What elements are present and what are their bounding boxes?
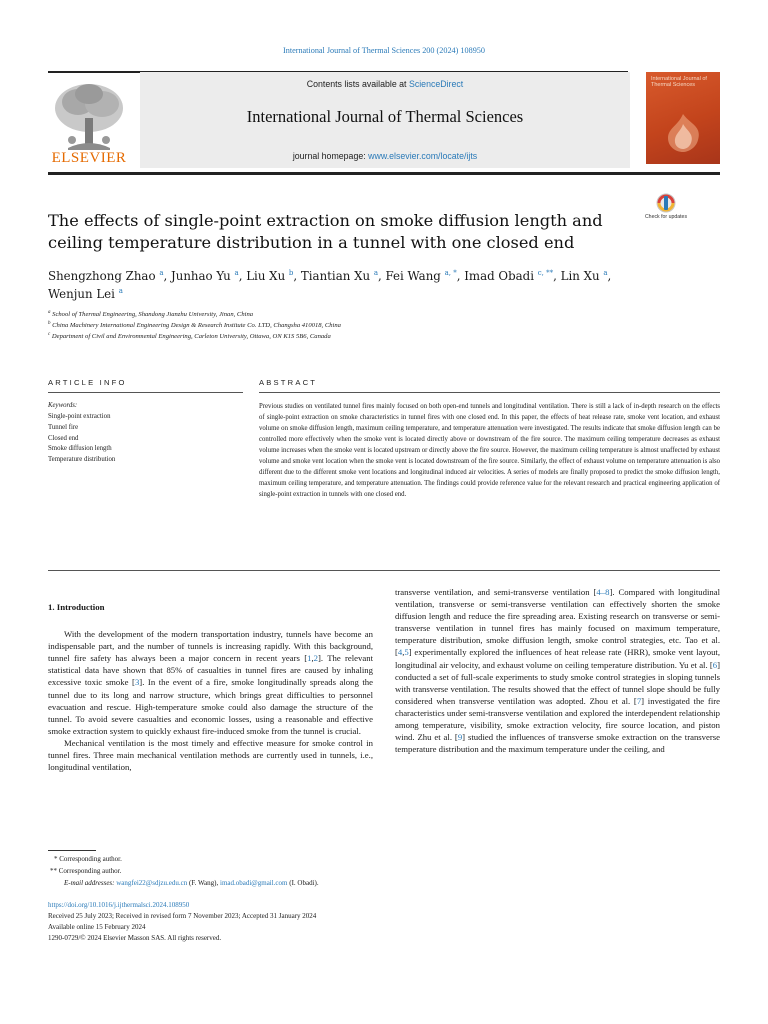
homepage-prefix: journal homepage: xyxy=(292,151,369,161)
body-paragraph xyxy=(48,628,373,737)
masthead-bottom-rule xyxy=(48,172,720,175)
author-affiliation-marker[interactable]: a xyxy=(234,269,239,278)
author-name[interactable]: Wenjun Lei xyxy=(48,286,115,301)
citation-link[interactable]: 6 xyxy=(712,659,718,670)
keyword-item: Single-point extraction xyxy=(48,413,111,420)
paragraph-text: transverse ventilation, and semi-transverse ventilation [ xyxy=(395,587,597,597)
affiliation-marker: a xyxy=(48,309,51,315)
journal-homepage xyxy=(140,151,630,161)
author-name[interactable]: Shengzhong Zhao xyxy=(48,269,156,283)
paragraph-text: , xyxy=(402,647,405,658)
affiliation-marker: c xyxy=(48,331,51,337)
article-title: The effects of single-point extraction on smoke diffusion length and ceiling temperature distribution in a tunnel with one closed end xyxy=(48,211,603,252)
affiliation-text: Department of Civil and Environmental Engineering, Carleton University, Ottawa, ON K1S 5B6, Canada xyxy=(50,332,331,340)
keywords-list xyxy=(48,412,238,466)
paragraph-text: ] experimentally explored the influences of heat release rate (HRR), smoke vent layout, longitudinal air velocity, and exhaust volume on ceiling temperature distribution. Yu et al. [ xyxy=(395,647,720,670)
paragraph-text: With the development of the modern transportation industry, tunnels have become an indispensable part, and the number of tunnels is increasing rapidly. With this background, tunnel fire safety has always been a major concern in recent years [ xyxy=(48,629,373,664)
keyword-item: Temperature distribution xyxy=(48,456,116,464)
body-left-column xyxy=(48,601,373,773)
affiliation-text: China Machinery International Engineering Design & Research Institute Co. LTD, Changsha 410018, China xyxy=(50,321,341,329)
keyword-item: Smoke diffusion length xyxy=(48,445,112,453)
author-name[interactable]: Tiantian Xu xyxy=(300,269,371,283)
author-separator: , xyxy=(378,269,386,283)
cover-title: International Journal of Thermal Sciences xyxy=(651,76,707,89)
citation-link[interactable]: 9 xyxy=(457,732,463,743)
elsevier-wordmark: ELSEVIER xyxy=(51,150,127,166)
affiliation-list xyxy=(48,310,648,342)
journal-cover-image[interactable] xyxy=(646,72,720,164)
keyword-item: Closed end xyxy=(48,434,79,442)
author-affiliation-marker[interactable]: a xyxy=(373,269,379,278)
footnote-rule xyxy=(48,850,96,851)
publication-info xyxy=(48,900,720,944)
affiliation-text: School of Thermal Engineering, Shandong Jianzhu University, Jinan, China xyxy=(50,311,254,318)
homepage-link[interactable]: www.elsevier.com/locate/ijts xyxy=(368,151,478,161)
author-affiliation-marker[interactable]: a xyxy=(603,269,608,278)
keywords-label: Keywords: xyxy=(48,402,78,409)
corresponding-author-note: ** Corresponding author. xyxy=(50,867,122,876)
author-name[interactable]: Junhao Yu xyxy=(171,269,231,283)
affiliation-item xyxy=(48,310,648,321)
paragraph-text: ] studied the influences of transverse smoke extraction on the transverse temperature distribution and the maximum temperature under the ceiling, and xyxy=(395,732,720,755)
paragraph-text: ]. The relevant statistical data have shown that 85% of casualties in tunnel fires are caused by inhaling excessive toxic smoke [ xyxy=(48,653,373,688)
contents-prefix: Contents lists available at xyxy=(306,79,409,89)
affiliation-item xyxy=(48,321,648,332)
paragraph-text: ] conducted a set of full-scale experiments to study smoke control strategies in sloping tunnels with transverse ventilation. The results showed that the effect of tunnel slope should be fully considered when transverse ventilation was adopted. Zhou et al. [ xyxy=(395,659,720,706)
sciencedirect-link[interactable]: ScienceDirect xyxy=(408,79,464,89)
footnotes xyxy=(48,853,720,890)
author-list xyxy=(48,268,638,303)
author-name[interactable]: Fei Wang xyxy=(385,269,441,283)
affiliation-item xyxy=(48,332,648,343)
abstract-heading: ABSTRACT xyxy=(259,378,318,387)
author-affiliation-marker[interactable]: c, ** xyxy=(537,269,554,278)
citation-link[interactable]: 7 xyxy=(636,695,642,706)
received-dates: Received 25 July 2023; Received in revised form 7 November 2023; Accepted 31 January 2024 xyxy=(48,911,317,920)
cover-flame-graphic xyxy=(658,112,708,154)
author-affiliation-marker[interactable]: a xyxy=(118,286,123,295)
author-separator: , xyxy=(456,269,465,283)
author-affiliation-marker[interactable]: a xyxy=(159,269,164,278)
email-addresses xyxy=(48,877,720,889)
available-online-date: Available online 15 February 2024 xyxy=(48,922,146,931)
citation-link[interactable]: 4–8 xyxy=(596,587,610,597)
citation-link[interactable]: 5 xyxy=(404,647,409,658)
paragraph-text: ]. In the event of a fire, smoke longitudinally spreads along the tunnel due to its long and narrow structure, which brings great difficulties to personnel evacuation and rescue. High-temperature smoke could also damage the structure of the tunnel. To avoid severe casualties and economic losses, using a reasonable and effective smoke extraction system to quickly exhaust fire-induced smoke from the tunnel is crucial. xyxy=(48,677,374,736)
body-paragraph: Mechanical ventilation is the most timely and effective measure for smoke control in tunnel fires. Three main mechanical ventilation methods are currently used in tunnels, i.e., longitudinal ventilation, xyxy=(48,737,373,773)
journal-reference-link[interactable]: International Journal of Thermal Sciences 200 (2024) 108950 xyxy=(283,46,485,55)
email-owner: (F. Wang), xyxy=(187,879,220,888)
author-name[interactable]: Imad Obadi xyxy=(464,269,534,283)
article-info-rule xyxy=(48,392,243,393)
author-name[interactable]: Liu Xu xyxy=(246,269,286,283)
author-name[interactable]: Lin Xu xyxy=(560,269,600,283)
abstract-text: Previous studies on ventilated tunnel fires mainly focused on both open-end tunnels and longitudinal ventilation. There is still a lack of in-depth research on the effects of single-point extraction on smoke characteristics in tunnel fires with one closed end. In this paper, the effects of heat release rate, smoke vent location, and exhaust volume on smoke diffusion length, maximum ceiling temperature, and temperature attenuation were investigated. The results indicate that smoke diffusion length can be controlled more effectively when the smoke vent is located directly above or downstream of the fire source. The maximum ceiling temperature decreases as exhaust volume increases when the smoke vent is located upstream or directly above the fire source. However, the maximum ceiling temperature is almost unaffected by exhaust volume and smoke vent location when the smoke vent is located downstream of the fire source. Similarly, the effect of exhaust volume on temperature attenuation is also different due to the different smoke vent locations and longitudinal induced air velocities. A series of models are finally proposed to predict the smoke diffusion length, maximum ceiling temperature, and temperature attenuation. The findings could provide reference value for the relevant research and practical engineering application of single-point extraction in tunnels with one closed end. xyxy=(259,403,720,498)
email-label: E-mail addresses: xyxy=(64,879,115,888)
journal-title: International Journal of Thermal Sciences xyxy=(246,107,524,126)
body-right-column xyxy=(395,586,720,755)
author-separator: , xyxy=(607,269,612,283)
abstract-rule xyxy=(259,392,720,393)
email-owner: (I. Obadi). xyxy=(287,879,319,888)
author-separator: , xyxy=(163,269,171,283)
affiliation-marker: b xyxy=(48,320,51,326)
paragraph-text: , xyxy=(311,653,314,664)
author-separator: , xyxy=(293,269,301,283)
section-heading-introduction: 1. Introduction xyxy=(48,602,105,612)
paragraph-text: ] investigated the fire characteristics under semi-transverse ventilation and explored the interdependent relationship among temperature, visibility, smoke extraction velocity, fire source location, and piston wind. Zhu et al. [ xyxy=(395,695,720,743)
email-link-obadi[interactable]: imad.obadi@gmail.com xyxy=(220,879,288,888)
author-affiliation-marker[interactable]: a, * xyxy=(444,269,457,278)
article-info-heading: ARTICLE INFO xyxy=(48,378,127,387)
corresponding-author-note: * Corresponding author. xyxy=(54,855,122,863)
doi-link[interactable]: https://doi.org/10.1016/j.ijthermalsci.2024.108950 xyxy=(48,901,190,909)
citation-link[interactable]: 1 xyxy=(307,653,312,664)
email-link-wang[interactable]: wangfei22@sdjzu.edu.cn xyxy=(116,879,188,888)
copyright-notice: 1290-0729/© 2024 Elsevier Masson SAS. All rights reserved. xyxy=(48,933,222,942)
citation-link[interactable]: 4 xyxy=(397,647,403,658)
author-affiliation-marker[interactable]: b xyxy=(288,269,294,278)
author-separator: , xyxy=(238,269,247,283)
body-paragraph xyxy=(395,586,720,755)
author-separator: , xyxy=(553,269,561,283)
citation-link[interactable]: 2 xyxy=(313,653,318,664)
contents-availability xyxy=(140,79,630,89)
paragraph-text: ]. Compared with longitudinal ventilation, transverse or semi-transverse ventilation can effectively shorten the smoke diffusion length and reduce the fire spreading area. Existing research on transverse or semi-transverse ventilation in tunnel fires has mainly focused on maximum temperature, temperature distribution, smoke diffusion length, smoke control strategies, etc. Tao et al. [ xyxy=(395,587,720,658)
keyword-item: Tunnel fire xyxy=(48,423,79,431)
citation-link[interactable]: 3 xyxy=(134,677,140,688)
check-for-updates-label[interactable]: Check for updates xyxy=(644,214,688,220)
abstract-bottom-rule xyxy=(48,570,720,571)
